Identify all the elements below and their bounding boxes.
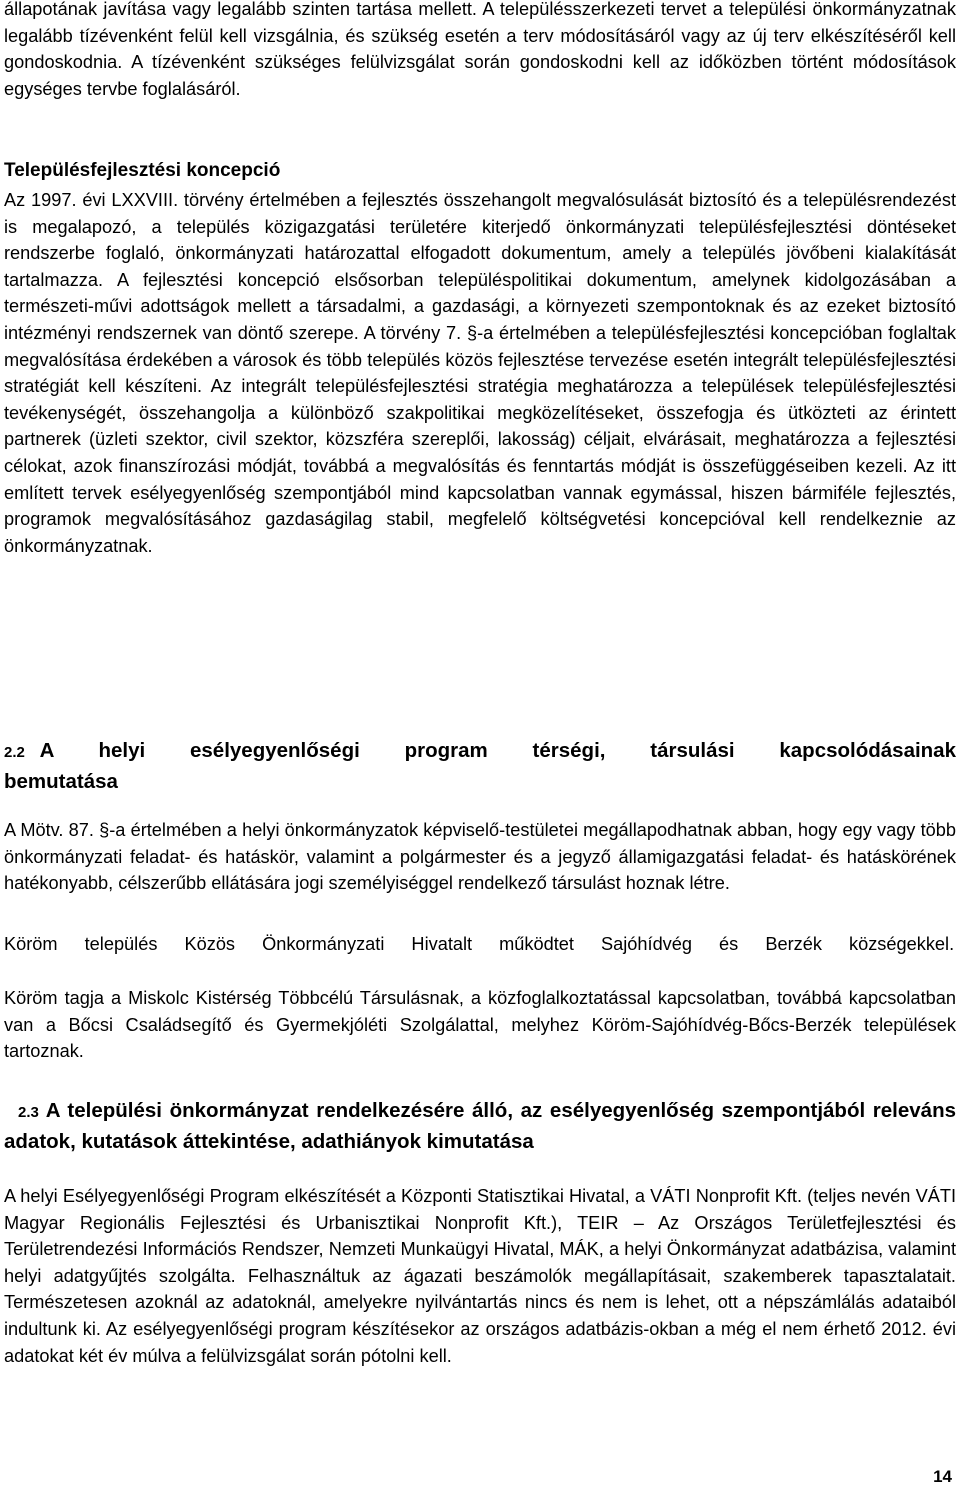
section-2-2-number: 2.2 — [4, 744, 25, 761]
intro-paragraph: állapotának javítása vagy legalább szinten tartása mellett. A településszerkezeti tervet a települési önkormányzatnak legalább tízévenként felül kell vizsgálnia, és szükség esetén a terv módosításáról vagy az új terv elkészítéséről kell gondoskodnia. A tízévenként szükséges felülvizsgálat során gondoskodni kell az időközben történt módosítások egységes tervbe foglalásáról. — [4, 0, 956, 99]
section-2-2-paragraph-1: A Mötv. 87. §-a értelmében a helyi önkormányzatok képviselő-testületei megállapodhatnak abban, hogy egy vagy több önkormányzati feladat- és hatáskör, valamint a polgármester és a jegyző államigazgatási feladat- és hatáskörének hatékonyabb, célszerűbb ellátására jogi személyiséggel rendelkező társulást hoznak létre. — [4, 820, 956, 894]
section-2-3-title: A települési önkormányzat rendelkezésére álló, az esélyegyenlőség szempontjából releváns adatok, kutatások áttekintése, adathiányok kimutatása — [4, 1099, 956, 1153]
koncepcio-paragraph: Az 1997. évi LXXVIII. törvény értelmében a fejlesztés összehangolt megvalósulását biztosító és a településrendezést is megalapozó, a település közigazgatási területére kiterjedő önkormányzati településfejlesztési döntéseket rendszerbe foglaló, önkormányzati határozattal elfogadott dokumentum, amely a település jövőbeni kialakítását tartalmazza. A fejlesztési koncepció elsősorban településpolitikai dokumentum, amelynek kidolgozásában a természeti-művi adottságok mellett a társadalmi, a gazdasági, a környezeti szempontoknak és az ezeket biztosító intézményi rendszernek van döntő szerepe. A törvény 7. §-a értelmében a településfejlesztési koncepcióban foglaltak megvalósítása érdekében a városok és több település közös fejlesztése tervezése esetén integrált településfejlesztési stratégiát kell készíteni. Az integrált településfejlesztési stratégia meghatározza a települések településfejlesztési tevékenységét, összehangolja a különböző szakpolitikai megközelítéseket, összefogja és ütközteti az érintett partnerek (üzleti szektor, civil szektor, közszféra szereplői, lakosság) céljait, elvárásait, meghatározza a fejlesztési célokat, azok finanszírozási módját, továbbá a megvalósítás és fenntartás módját is összefüggéseiben kezeli. Az itt említett tervek esélyegyenlőség szempontjából mind kapcsolatban vannak egymással, hiszen bármiféle fejlesztés, programok megvalósításához gazdaságilag stabil, megfelelő költségvetési koncepcióval kell rendelkeznie az önkormányzatnak. — [4, 190, 956, 556]
section-2-2-heading — [4, 736, 956, 796]
section-2-3-paragraph-1: A helyi Esélyegyenlőségi Program elkészítését a Központi Statisztikai Hivatal, a VÁTI Nonprofit Kft. (teljes nevén VÁTI Magyar Regionális Fejlesztési és Urbanisztikai Nonprofit Kft.), TEIR – Az Országos Területfejlesztési és Területrendezési Információs Rendszer, Nemzeti Munkaügyi Hivatal, MÁK, a helyi Önkormányzat adatbázisa, valamint helyi adatgyűjtés szolgálta. Felhasználtuk az ágazati beszámolók megállapításait, szakemberek tapasztalatait. Természetesen azoknál az adatoknál, amelyekre nyilvántartás nincs és nem is lehet, ott a népszámlálás adataiból indultunk ki. Az esélyegyenlőségi program készítésekor az országos adatbázis-okban a még el nem érhető 2012. évi adatokat két év múlva a felülvizsgálat során pótolni kell. — [4, 1186, 956, 1366]
section-2-3-number: 2.3 — [18, 1104, 39, 1121]
page-number: 14 — [933, 1467, 952, 1486]
section-2-2-paragraph-3: Köröm tagja a Miskolc Kistérség Többcélú Társulásnak, a közfoglalkoztatással kapcsolatban, továbbá kapcsolatban van a Bőcsi Családsegítő és Gyermekjóléti Szolgálattal, melyhez Köröm-Sajóhídvég-Bőcs-Berzék települések tartoznak. — [4, 988, 956, 1062]
koncepcio-heading: Településfejlesztési koncepció — [4, 160, 281, 181]
section-2-2-title: A helyi esélyegyenlőségi program térségi, társulási kapcsolódásainak bemutatása — [4, 739, 956, 793]
section-2-2-paragraph-2: Köröm település Közös Önkormányzati Hivatalt működtet Sajóhídvég és Berzék községekkel. — [4, 934, 955, 954]
section-2-3-heading — [4, 1096, 956, 1156]
